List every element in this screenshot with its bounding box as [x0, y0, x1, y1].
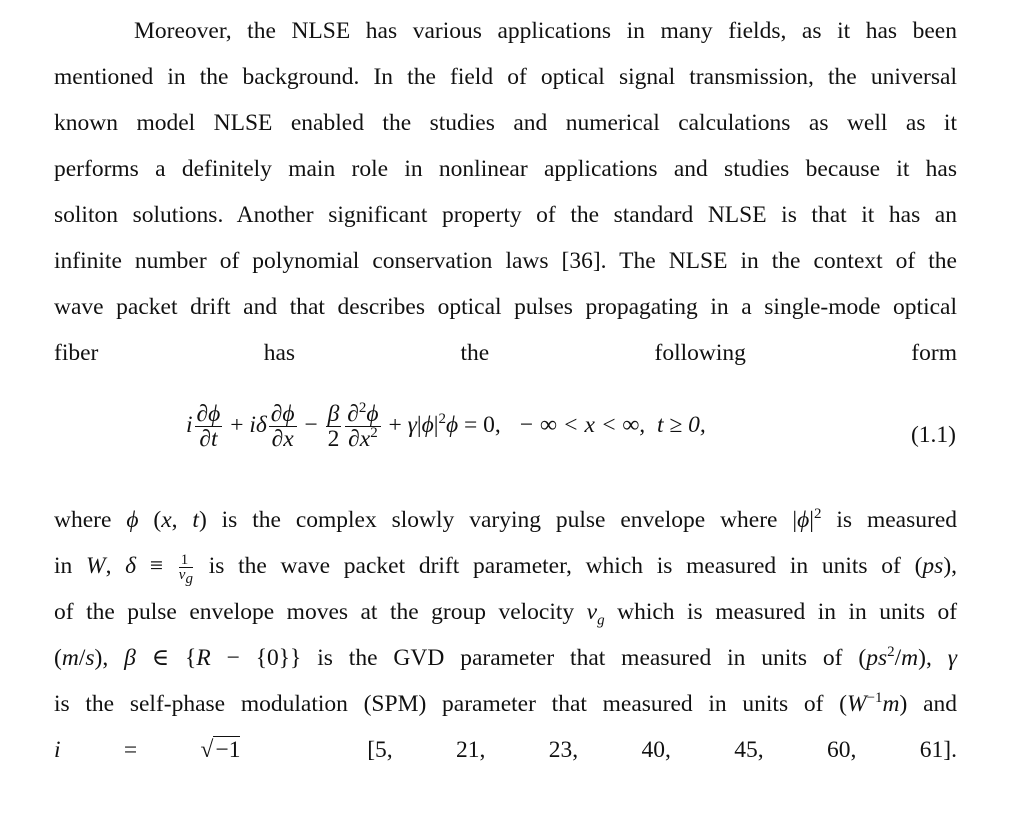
text-line: where ϕ (x, t) is the complex slowly varying pulse envelope where $|\phi|^2$ is measured: [54, 506, 957, 533]
text-line: infinite number of polynomial conservation laws [36]. The NLSE in the context of the: [54, 248, 957, 274]
definitions-paragraph: [54, 497, 957, 773]
text-line: mentioned in the background. In the field of optical signal transmission, the universal: [54, 64, 957, 90]
equation-body: i $\frac{\partial\phi}{\partial t}$ + iδ $\frac{\partial\phi}{\partial x}$ − $\frac{\beta}{2}$ $\frac{\partial^2\phi}{\partial x^2}$ + $\gamma|\phi|^2\phi = 0$, − ∞ < x < ∞, t ≥ 0,: [186, 400, 706, 452]
text-line: (m/s), β ∈ {R − {0}} is the GVD parameter that measured in units of $(ps^2/m)$, γ: [54, 644, 958, 671]
equation-rhs: = 0,: [464, 411, 501, 438]
text-line: of the pulse envelope moves at the group velocity $v_g$ which is measured in in units of: [54, 599, 958, 629]
nlse-equation: [186, 402, 956, 472]
text-line: known model NLSE enabled the studies and numerical calculations as well as it: [54, 110, 957, 136]
text-line: is the self-phase modulation (SPM) parameter that measured in units of $(W^{-1}m)$ and: [54, 690, 958, 717]
text-line: in W, δ ≡ $\frac{1}{v_g}$ is the wave packet drift parameter, which is measured in units of (ps),: [54, 552, 958, 588]
equation-number: (1.1): [910, 422, 956, 448]
text-line: performs a definitely main role in nonlinear applications and studies because it has: [54, 156, 957, 182]
text-line: Moreover, the NLSE has various applications in many fields, as it has been: [134, 18, 957, 44]
intro-paragraph: [54, 8, 957, 376]
equation-time-condition: t ≥ 0,: [656, 411, 706, 438]
text-line: wave packet drift and that describes optical pulses propagating in a single-mode optical: [54, 294, 957, 320]
citation: [5, 21, 23, 40, 45, 60, 61].: [367, 737, 958, 763]
text-line: soliton solutions. Another significant property of the standard NLSE is that it has an: [54, 202, 957, 228]
equation-domain: − ∞ < x < ∞,: [518, 411, 646, 438]
text-line: fiber has the following form: [54, 340, 957, 366]
text-line: i = √−1 [5, 21, 23, 40, 45, 60, 61].: [54, 737, 958, 763]
